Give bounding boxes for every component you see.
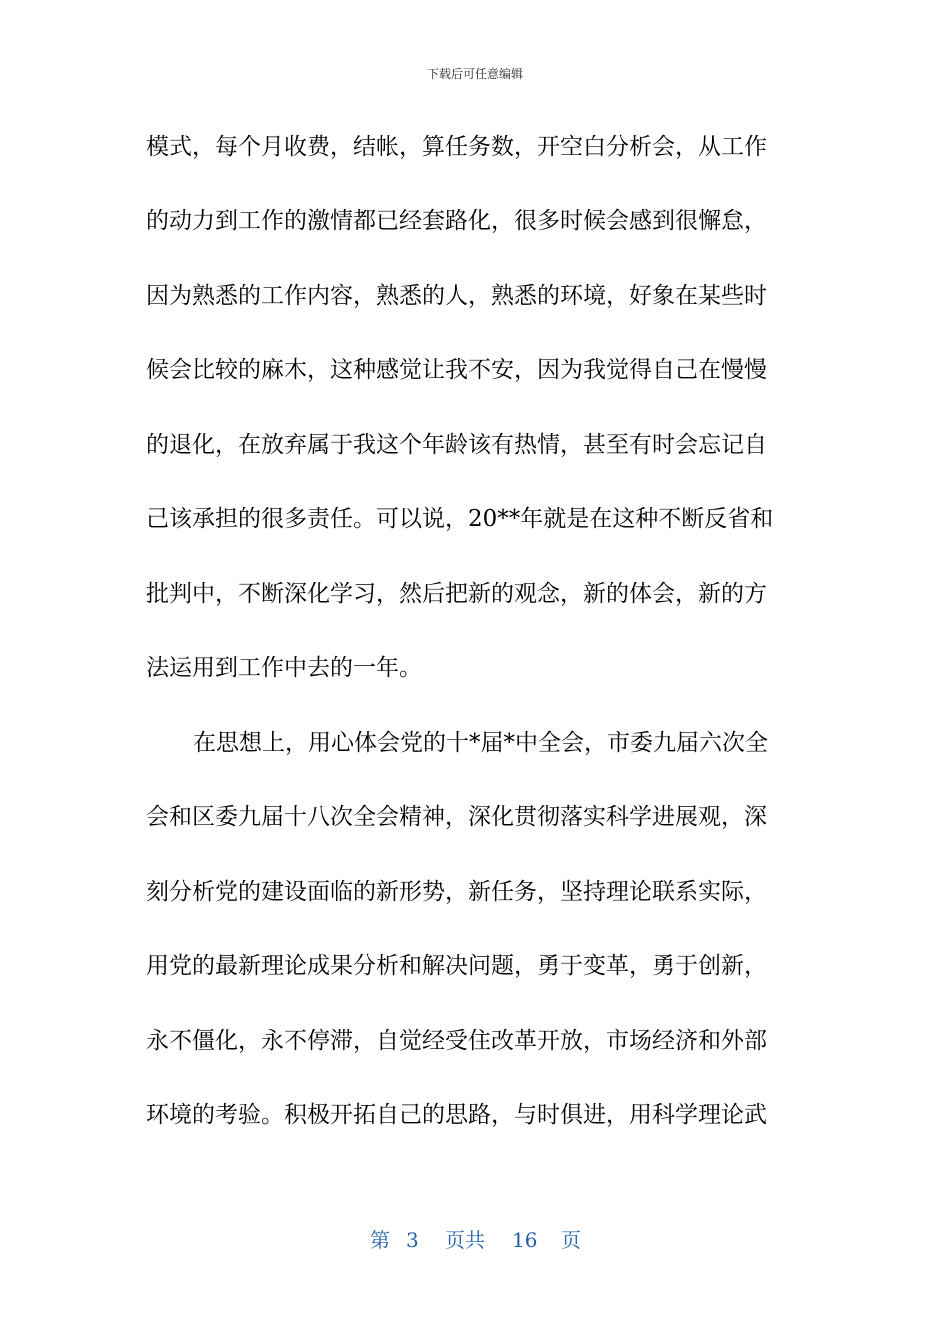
page-label-prefix: 第: [370, 1228, 390, 1252]
page-footer: [0, 1225, 950, 1255]
text-line: 己该承担的很多责任。可以说，20**年就是在这种不断反省和: [146, 506, 774, 532]
page-header: 下载后可任意编辑: [426, 67, 523, 81]
text-line: 候会比较的麻木，这种感觉让我不安，因为我觉得自己在慢慢: [146, 357, 767, 383]
text-line: 的退化，在放弃属于我这个年龄该有热情，甚至有时会忘记自: [146, 432, 767, 458]
text-line: 会和区委九届十八次全会精神，深化贯彻落实科学进展观，深: [146, 804, 767, 830]
text-line: 在思想上，用心体会党的十*届*中全会，市委九届六次全: [193, 730, 768, 756]
total-pages-number: 16: [512, 1228, 538, 1252]
text-line: 批判中，不断深化学习，然后把新的观念，新的体会，新的方: [146, 581, 767, 607]
text-line: 环境的考验。积极开拓自己的思路，与时俱进，用科学理论武: [146, 1102, 767, 1128]
text-line: 用党的最新理论成果分析和解决问题，勇于变革，勇于创新，: [146, 953, 767, 979]
text-line: 模式，每个月收费，结帐，算任务数，开空白分析会，从工作: [146, 134, 767, 160]
text-line: 的动力到工作的激情都已经套路化，很多时候会感到很懈怠，: [146, 208, 767, 234]
text-line: 因为熟悉的工作内容，熟悉的人，熟悉的环境，好象在某些时: [146, 283, 767, 309]
text-line: 永不僵化，永不停滞，自觉经受住改革开放，市场经济和外部: [146, 1028, 767, 1054]
text-line: 法运用到工作中去的一年。: [146, 655, 422, 681]
text-line: 刻分析党的建设面临的新形势，新任务，坚持理论联系实际，: [146, 879, 767, 905]
page-label-middle: 页共: [445, 1228, 485, 1252]
current-page-number: 3: [406, 1228, 419, 1252]
page-label-suffix: 页: [561, 1228, 581, 1252]
